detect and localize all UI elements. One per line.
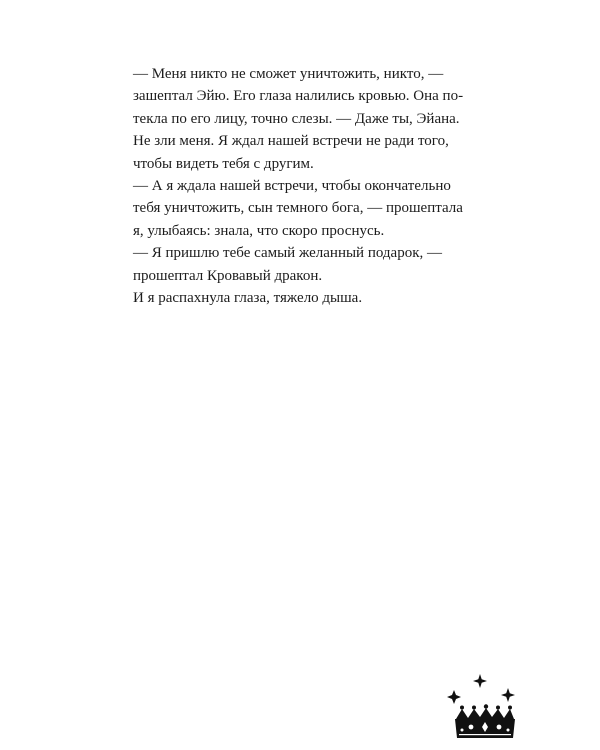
paragraph-3 bbox=[113, 242, 493, 287]
text-line: тебя уничтожить, сын темного бога, — прошептала bbox=[133, 200, 463, 217]
text-line: Не зли меня. Я ждал нашей встречи не ради того, bbox=[133, 133, 449, 150]
text-line: я, улыбаясь: знала, что скоро проснусь. bbox=[133, 222, 385, 239]
text-line: текла по его лицу, точно слезы. — Даже ты, Эйана. bbox=[133, 110, 460, 127]
paragraph-4 bbox=[113, 287, 493, 309]
text-line: прошептал Кровавый дракон. bbox=[133, 267, 323, 284]
body-text bbox=[113, 63, 493, 309]
crown-with-stars-icon bbox=[446, 672, 524, 742]
paragraph-2 bbox=[113, 175, 493, 242]
text-line: — Я пришлю тебе самый желанный подарок, — bbox=[133, 245, 443, 262]
text-line: — Меня никто не сможет уничтожить, никто, — bbox=[133, 66, 444, 82]
text-line: И я распахнула глаза, тяжело дыша. bbox=[133, 290, 363, 307]
text-line: — А я ждала нашей встречи, чтобы окончательно bbox=[133, 178, 451, 195]
text-line: чтобы видеть тебя с другим. bbox=[133, 155, 314, 172]
text-line: зашептал Эйю. Его глаза налились кровью. Она по- bbox=[133, 88, 464, 105]
paragraph-1 bbox=[113, 63, 493, 175]
